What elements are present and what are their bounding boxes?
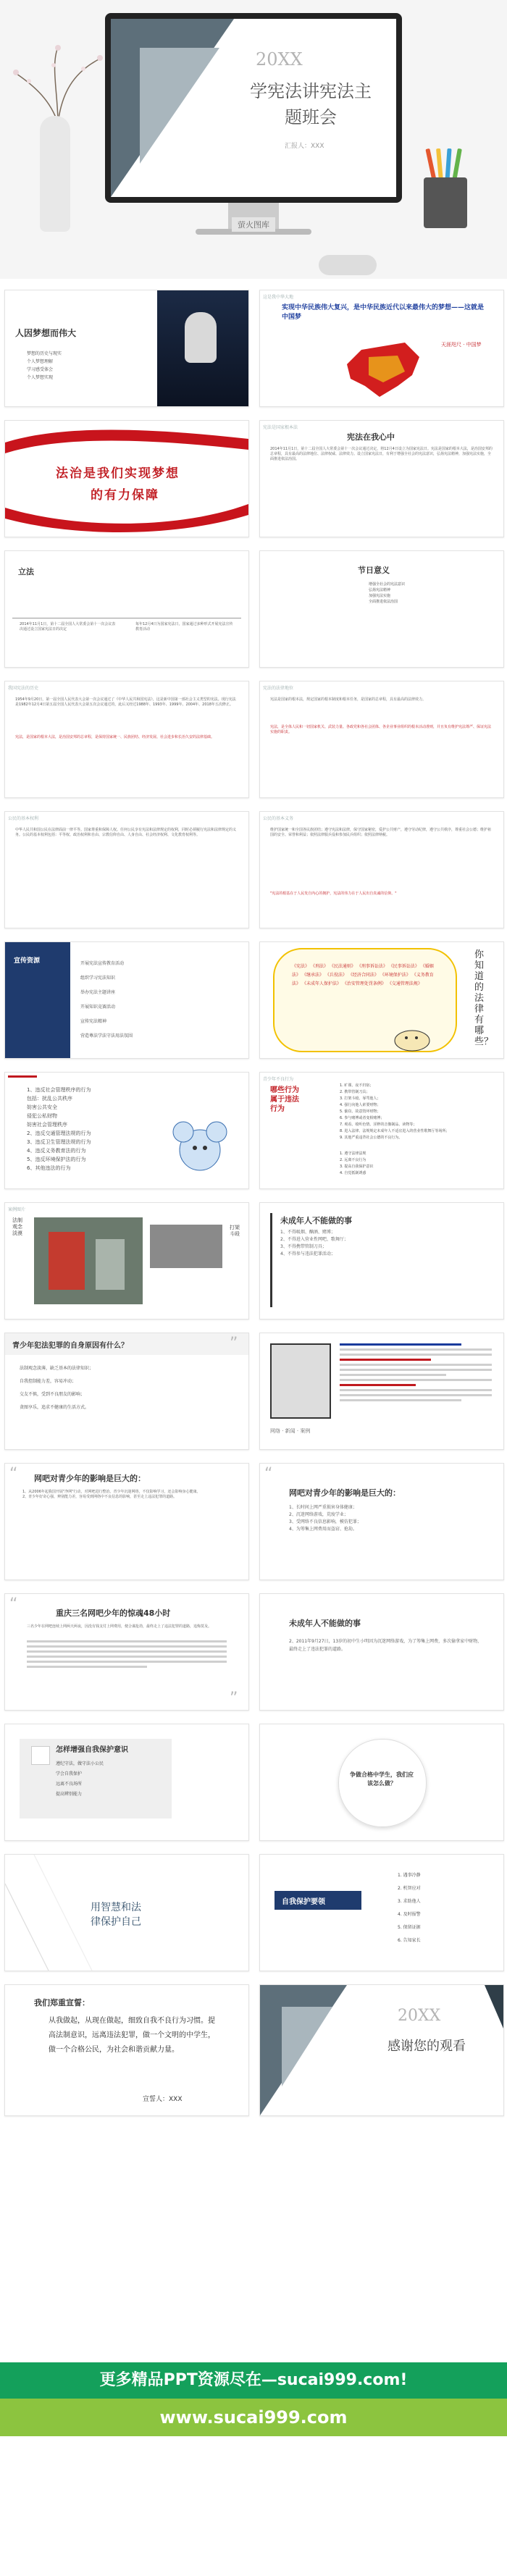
slide-law-dream: [4, 420, 249, 537]
list-item: 5. 保留证据: [398, 1925, 421, 1930]
list-item: 1、违反社会管理秩序的行为: [27, 1087, 91, 1093]
slide-china-dream: [259, 290, 504, 407]
astronaut-photo: [157, 290, 248, 406]
list-item: 个人梦想实现: [27, 375, 54, 380]
list-item: 增强全社会的宪法意识: [369, 582, 406, 587]
list-item: 3. 提高自我保护意识: [340, 1165, 374, 1169]
list-item: 2. 远离不良行为: [340, 1158, 366, 1162]
pencil-icon: [436, 148, 443, 181]
slogan-line1: 法治是我们实现梦想: [56, 466, 180, 481]
site-label: 萤火图库: [232, 217, 275, 232]
map-label: 天涯咫尺 · 中国梦: [441, 342, 482, 348]
slide-body: 1、从2006年起我国开展"净网"行动，对网吧进行整治。青少年沉迷网络，不仅影响学习，还会影响身心健康。 2、青少年好奇心强，辨别能力差，容易受到网络中不良信息的影响，甚至走上违法犯罪的道路。: [22, 1490, 201, 1499]
slide-title: 网吧对青少年的影响是巨大的：: [289, 1488, 401, 1498]
slide-legislation: [4, 550, 249, 668]
offense-list: [27, 1086, 91, 1172]
thanks-text: 感谢您的观看: [387, 2039, 466, 2054]
slide-title: 人因梦想而伟大: [15, 328, 77, 338]
list-item: 1. 旷课、夜不归宿；: [340, 1083, 374, 1088]
mouse-cartoon-icon: [167, 1117, 232, 1175]
accent-bar: [8, 1075, 37, 1078]
slide-duties: [259, 811, 504, 928]
list-item: 全面推进依法治国: [369, 600, 398, 604]
list-item: 提高辨别能力: [56, 1792, 83, 1797]
slide-dream: [4, 290, 249, 407]
mouse: [319, 255, 377, 275]
case-photo-2: [150, 1225, 222, 1268]
reason-list: [20, 1362, 93, 1414]
slide-tag: 案例图片: [8, 1207, 26, 1212]
question-vertical: 你知道的法律有哪些？: [474, 949, 494, 1047]
list-item: 6、其他违法的行为: [27, 1165, 71, 1171]
list-item: 4. 及时报警: [398, 1912, 421, 1917]
slide-body: 1954年9月20日，第一届全国人民代表大会第一次会议通过了《中华人民共和国宪法》，这是新中国第一部社会主义类型的宪法。现行宪法是1982年12月4日第五届全国人民代表大会第五次会议通过的，此后又经过1988年、1993年、1999年、2004年、2018年五次修正。: [15, 697, 236, 707]
list-item: 开展知识竞赛活动: [80, 1004, 116, 1010]
prevent-list: [340, 1151, 373, 1177]
corner-shape: [485, 1985, 503, 2029]
slide-pledge: [4, 1984, 249, 2116]
left-caption: 法制观念淡漠: [12, 1217, 22, 1236]
vase: [40, 116, 70, 232]
cover-title: [246, 78, 376, 130]
list-item: 自我控制能力差，容易冲动；: [20, 1379, 77, 1384]
pencil-cup: [424, 177, 467, 228]
slide-title: 立法: [18, 567, 34, 576]
monitor: [105, 13, 402, 203]
slide-tag: 宪法的法律地位: [263, 686, 294, 691]
promo-banner[interactable]: 更多精品PPT资源尽在—sucai999.com!: [0, 2362, 507, 2399]
slide-title: 自我保护要领: [282, 1898, 325, 1906]
slide-minor-2: [259, 1593, 504, 1711]
slide-tag: 青少年不良行为: [263, 1077, 294, 1082]
list-item: 弘扬宪法精神: [369, 588, 391, 592]
list-item: 4. 强行向他人索要财物；: [340, 1103, 381, 1107]
list-item: 8. 进入法律、法规规定未成年人不适宜进入的营业性歌舞厅等场所；: [340, 1129, 450, 1133]
dream-list: [27, 350, 62, 382]
law-item: 《宪法》: [292, 964, 310, 969]
slide-photos: [4, 1202, 249, 1320]
cover-title-text: 学宪法讲宪法主题班会: [250, 81, 372, 127]
list-item: 遵纪守法，做守法小公民: [56, 1761, 104, 1766]
slide-rights: [4, 811, 249, 928]
slide-law-knowledge: [259, 681, 504, 798]
slide-crime-reason: [4, 1333, 249, 1450]
china-map-icon: [340, 335, 427, 400]
slide-title: 未成年人不能做的事: [289, 1619, 361, 1628]
slide-title: 网吧对青少年的影响是巨大的：: [34, 1474, 146, 1483]
list-item: 宣传宪法精神: [80, 1019, 107, 1024]
list-item: 个人梦想理解: [27, 359, 54, 364]
slide-emphasis: 宪法，是国家的根本大法，是治国安邦的总章程，是保持国家统一、民族团结、经济发展、社会进步和长治久安的法律基础。: [15, 735, 215, 739]
body-lines: [27, 1640, 227, 1671]
list-item: 6. 参与赌博或者变相赌博；: [340, 1116, 385, 1120]
slide-body: 维护国家统一和全国各民族团结；遵守宪法和法律，保守国家秘密，爱护公共财产，遵守劳动纪律，遵守公共秩序，尊重社会公德；维护祖国的安全、荣誉和利益；依照法律服兵役和参加民兵组织；依照法律纳税。: [270, 828, 492, 837]
law-item: 《刑法》: [310, 964, 328, 969]
slide-tag: 这是我中华大地: [263, 295, 294, 300]
list-item: 学习感受体会: [27, 367, 54, 372]
list-item: 学会自我保护: [56, 1771, 83, 1776]
slide-body: 三名少年在网吧连续上网两天两夜，因没有钱支付上网费用，便合谋抢劫，最终走上了违法犯罪的道路，追悔莫及。: [27, 1624, 212, 1629]
side-panel: [5, 942, 70, 1058]
slide-significance: [259, 550, 504, 668]
law-item: 《义务教育法》: [292, 973, 434, 986]
right-caption: 打架斗殴: [230, 1225, 240, 1237]
significance-list: [369, 582, 405, 605]
awareness-list: [56, 1759, 104, 1800]
list-item: 侵犯公私财物: [27, 1113, 57, 1119]
list-item: 2. 机智应对: [398, 1886, 421, 1891]
list-item: 加强宪法实施: [369, 594, 391, 598]
slide-body: 1、不得吸烟、酗酒、赌博； 2、不得进入营业性网吧、歌舞厅； 3、不得携带管制刀具； 4、不得参与违法犯罪活动；: [280, 1230, 348, 1256]
wisdom-line1: 用智慧和法: [91, 1902, 141, 1913]
slide-title: 青少年犯法犯罪的自身原因有什么？: [12, 1342, 128, 1350]
monitor-screen: [111, 19, 396, 197]
slide-resources: [4, 941, 249, 1059]
law-item: 《民法通则》: [329, 964, 356, 969]
slogan-line2: 的有力保障: [91, 488, 159, 503]
list-item: 4、违反义务教育法的行为: [27, 1148, 86, 1154]
list-item: 营造尊法学法守法用法氛围: [80, 1033, 133, 1039]
behavior-list: [340, 1083, 496, 1141]
cover-slide: [0, 0, 507, 279]
slide-student: [259, 1724, 504, 1841]
list-item: 3. 求助他人: [398, 1899, 421, 1904]
quote-icon: “: [9, 1465, 18, 1483]
slide-tag: 宪法是国家根本法: [263, 425, 298, 430]
slide-emphasis: "宪法的根基在于人民发自内心的拥护，宪法的伟力在于人民出自真诚的信仰。": [270, 891, 397, 896]
pencil-icon: [452, 148, 462, 181]
slide-tag: 我国宪法的历史: [8, 686, 39, 691]
case-photo: [34, 1217, 143, 1304]
law-item: 《民事诉讼法》: [388, 964, 419, 969]
slide-body: 1、长时间上网严重损害身体健康； 2、沉迷网络游戏，荒废学业； 3、受网络不良信息影响，模仿犯罪； 4、为筹集上网费用而盗窃、抢劫。: [289, 1505, 361, 1532]
list-item: 开展宪法宣传教育活动: [80, 961, 125, 966]
slide-minor: [259, 1202, 504, 1320]
list-item: 3. 打架斗殴、辱骂他人；: [340, 1096, 381, 1101]
slide-title: 宪法在我心中: [347, 432, 395, 442]
law-item: 《经济合同法》: [348, 973, 379, 978]
slide-title: 宣传资源: [14, 957, 41, 965]
slide-awareness: [4, 1724, 249, 1841]
article-lines: [340, 1343, 492, 1404]
pencil-icon: [445, 148, 451, 181]
list-item: 妨害公共安全: [27, 1104, 57, 1110]
list-item: 贪图享乐，追求不健康的生活方式。: [20, 1405, 90, 1410]
law-item: 《未成年人保护法》: [301, 981, 341, 986]
slide-body: 2014年11月1日，第十二届全国人大常委会第十一次会议通过决定，将12月4日设立为国家宪法日。宪法是国家的根本大法，是治国安邦的总章程，具有最高的法律地位、法律权威、法律效力。设立国家宪法日，有利于增强全社会的宪法意识，弘扬宪法精神，加强宪法实施，全面推进依法治国。: [270, 447, 493, 461]
article-caption: 网络 · 新闻 · 案例: [270, 1428, 311, 1434]
quote-icon: “: [264, 1465, 273, 1483]
wisdom-line2: 律保护自己: [91, 1916, 141, 1928]
lock-icon: [31, 1746, 50, 1765]
vertical-heading: 哪些行为属于违法行为: [270, 1086, 299, 1113]
law-item: 《兵役法》: [324, 973, 347, 978]
slide-title: 节日意义: [358, 566, 390, 575]
slide-laws-known: [259, 941, 504, 1059]
protect-list: [398, 1869, 421, 1947]
cover-year: 20XX: [256, 49, 303, 70]
slide-internet-2: [259, 1463, 504, 1580]
slide-title: 未成年人不能做的事: [280, 1216, 352, 1225]
triangle-shape: [140, 48, 219, 164]
law-item: 《交通管理法规》: [387, 981, 422, 986]
slide-wisdom: [4, 1854, 249, 1971]
slide-body: 中华人民共和国公民在法律面前一律平等。国家尊重和保障人权。任何公民享有宪法和法律规定的权利，同时必须履行宪法和法律规定的义务。公民的基本权利包括：平等权、政治权利和自由、宗教信仰自由、人身自由、社会经济权利、文化教育权利等。: [15, 828, 237, 837]
list-item: 远离不良场所: [56, 1782, 83, 1787]
list-item: 6. 告知家长: [398, 1938, 421, 1943]
pledge-signature: 宣誓人：XXX: [143, 2096, 183, 2103]
slide-chongqing: [4, 1593, 249, 1711]
list-item: 法制观念淡薄，缺乏基本的法律知识；: [20, 1366, 94, 1371]
slide-body: 2、2011年9月27日，13岁的初中生小明因为沉迷网络游戏，为了筹集上网费，多次偷拿家中财物，最终走上了违法犯罪的道路。: [289, 1639, 482, 1652]
law-list: [292, 962, 437, 989]
slide-article: [259, 1333, 504, 1450]
slide-behaviors: [259, 1072, 504, 1189]
list-item: 交友不慎，受到不良朋友的影响；: [20, 1392, 85, 1397]
slide-body: 宪法是国家的根本法，规定国家的根本制度和根本任务，是国家的总章程，具有最高的法律效力。: [270, 697, 427, 702]
resource-list: [80, 957, 133, 1044]
quote-icon: “: [9, 1595, 18, 1614]
quote-icon: ”: [230, 1335, 238, 1353]
list-item: 3、违反卫生管理法规的行为: [27, 1139, 91, 1145]
list-item: 妨害社会管理秩序: [27, 1122, 67, 1128]
slide-emphasis: 宪法，是全体人民和一切国家机关、武装力量、各政党和各社会团体、各企业事业组织的根本活动准则，并且负有维护宪法尊严、保证宪法实施的职责。: [270, 725, 492, 734]
legislation-point: 2014年11月1日，第十二届全国人大常委会第十一次会议表决通过设立国家宪法日的决定: [20, 622, 116, 632]
pencil-icon: [425, 148, 436, 181]
quote-close-icon: ”: [230, 1690, 238, 1708]
slide-thanks: [259, 1984, 504, 2116]
law-item: 《治安管理处罚条例》: [342, 981, 386, 986]
slide-constitution: [259, 420, 504, 537]
list-item: 5. 偷窃、故意毁坏财物；: [340, 1109, 381, 1114]
list-item: 4. 自觉抵制诱惑: [340, 1171, 366, 1175]
list-item: 组织学习宪法知识: [80, 976, 116, 981]
list-item: 5、违反环境保护法的行为: [27, 1157, 86, 1162]
slide-internet-1: [4, 1463, 249, 1580]
dog-icon: [390, 1022, 434, 1054]
list-item: 包括：扰乱公共秩序: [27, 1096, 72, 1102]
law-item: 《刑事诉讼法》: [356, 964, 387, 969]
thanks-year: 20XX: [398, 2007, 441, 2025]
list-item: 梦想的历史与现实: [27, 351, 62, 356]
slide-tag: 公民的基本义务: [263, 816, 294, 821]
photo-shape: [96, 1239, 125, 1290]
branch-decoration: [7, 43, 109, 123]
slide-title: 怎样增强自我保护意识: [56, 1746, 128, 1754]
slide-title: 我们郑重宣誓：: [34, 1998, 90, 2007]
cover-subtitle: 汇报人：XXX: [285, 143, 324, 150]
slide-history: [4, 681, 249, 798]
law-item: 《婚姻法》: [292, 964, 434, 978]
law-item: 《继承法》: [301, 973, 324, 978]
legislation-point: 每年12月4日为国家宪法日，国家通过多种形式开展宪法宣传教育活动: [135, 622, 233, 632]
slide-selfprotect: [259, 1854, 504, 1971]
photo-shape: [49, 1232, 85, 1290]
list-item: 1. 遇事冷静: [398, 1873, 421, 1878]
list-item: 2、违反交通管理法规的行为: [27, 1130, 91, 1136]
slide-offenses: [4, 1072, 249, 1189]
list-item: 7. 观看、收听色情、淫秽的音像制品、读物等；: [340, 1123, 417, 1127]
promo-url[interactable]: www.sucai999.com: [0, 2399, 507, 2436]
question-text: 争做合格中学生，我们应该怎么做？: [350, 1771, 414, 1787]
accent-bar: [270, 1213, 272, 1307]
slide-body: 从我做起，从现在做起，细致自我不良行为习惯。提高法制意识，远离违法犯罪，做一个文明的中学生，做一个合格公民，为社会和谐贡献力量。: [49, 2017, 215, 2054]
slide-tag: 公民的基本权利: [8, 816, 39, 821]
list-item: 2. 携带管制刀具；: [340, 1090, 370, 1094]
list-item: 1. 遵守法律法规: [340, 1151, 366, 1156]
list-item: 举办宪法主题讲座: [80, 990, 116, 995]
astronaut-shape: [185, 312, 217, 363]
slide-title: 重庆三名网吧少年的惊魂48小时: [56, 1608, 171, 1618]
list-item: 9. 其他严重违背社会公德的不良行为。: [340, 1136, 403, 1140]
law-item: 《环境保护法》: [380, 973, 411, 978]
triangle-shape: [282, 2007, 332, 2086]
article-thumb: [270, 1343, 331, 1419]
headline: 实现中华民族伟大复兴，是中华民族近代以来最伟大的梦想——这就是中国梦: [282, 304, 485, 321]
